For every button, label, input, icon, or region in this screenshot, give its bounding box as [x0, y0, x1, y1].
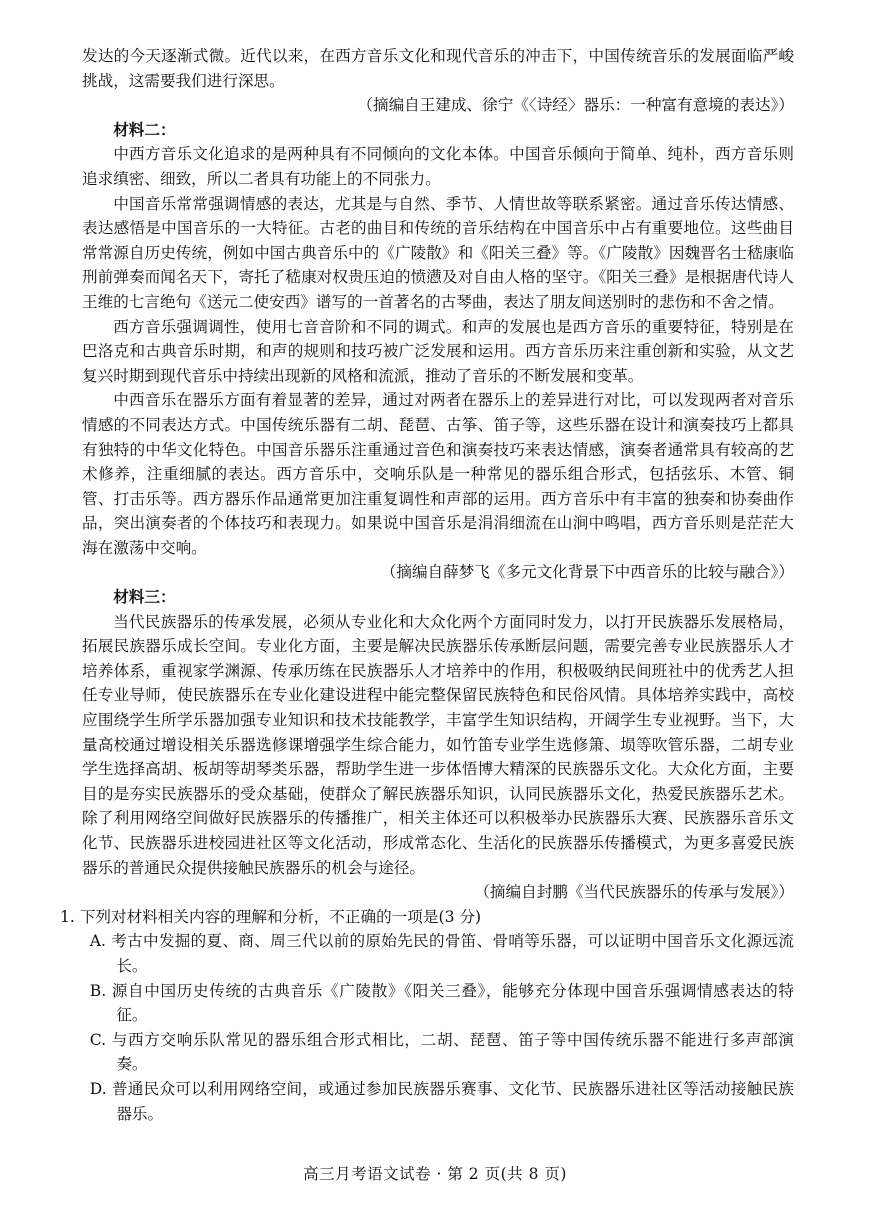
question-1-option-a: A. 考古中发掘的夏、商、周三代以前的原始先民的骨笛、骨哨等乐器，可以证明中国音乐文化源远流长。: [89, 932, 794, 975]
material-3-paragraph: 当代民族器乐的传承发展，必须从专业化和大众化两个方面同时发力，以打开民族器乐发展格局，拓展民族器乐成长空间。专业化方面，主要是解决民族器乐传承断层问题，需要完善专业民族器乐人才培养体系，重视家学渊源、传承历练在民族器乐人才培养中的作用，积极吸纳民间班社中的优秀艺人担任专业导师，使民族器乐在专业化建设进程中能完整保留民族特色和民俗风情。具体培养实践中，高校应围绕学生所学乐器加强专业知识和技术技能教学，丰富学生知识结构，开阔学生专业视野。当下，大量高校通过增设相关乐器选修课增强学生综合能力，如竹笛专业学生选修箫、埙等吹管乐器，二胡专业学生选择高胡、板胡等胡琴类乐器，帮助学生进一步体悟博大精深的民族器乐文化。大众化方面，主要目的是夯实民族器乐的受众基础，使群众了解民族器乐知识，认同民族器乐文化，热爱民族器乐艺术。除了利用网络空间做好民族器乐的传播推广，相关主体还可以积极举办民族器乐大赛、民族器乐音乐文化节、民族器乐进校园进社区等文化活动，形成常态化、生活化的民族器乐传播模式，为更多喜爱民族器乐的普通民众提供接触民族器乐的机会与途径。: [82, 612, 794, 877]
page-footer: 高三月考语文试卷 · 第 2 页(共 8 页): [303, 1165, 567, 1183]
continued-paragraph: 发达的今天逐渐式微。近代以来，在西方音乐文化和现代音乐的冲击下，中国传统音乐的发展面临严峻挑战，这需要我们进行深思。: [82, 47, 794, 90]
question-1-option-d: D. 普通民众可以利用网络空间，或通过参加民族器乐赛事、文化节、民族器乐进社区等活动接触民族器乐。: [89, 1079, 794, 1123]
question-1-option-b: B. 源自中国历史传统的古典音乐《广陵散》《阳关三叠》，能够充分体现中国音乐强调情感表达的特征。: [89, 981, 794, 1025]
material-3-heading: 材料三：: [113, 587, 176, 607]
material-2-paragraph: 中西方音乐文化追求的是两种具有不同倾向的文化本体。中国音乐倾向于简单、纯朴，西方音乐则追求缜密、细致，所以二者具有功能上的不同张力。: [82, 145, 794, 188]
question-1-option-c: C. 与西方交响乐队常见的器乐组合形式相比，二胡、琵琶、笛子等中国传统乐器不能进行多声部演奏。: [89, 1030, 794, 1074]
question-1-stem: 1. 下列对材料相关内容的理解和分析，不正确的一项是(3 分): [60, 907, 482, 926]
exam-page-body: [60, 44, 794, 1126]
material-2-heading: 材料二：: [113, 119, 176, 139]
source-citation-1: （摘编自王建成、徐宁《〈诗经〉器乐：一种富有意境的表达》）: [357, 96, 794, 115]
source-citation-2: （摘编自薛梦飞《多元文化背景下中西音乐的比较与融合》）: [380, 563, 794, 582]
material-2-paragraph: 中国音乐常常强调情感的表达，尤其是与自然、季节、人情世故等联系紧密。通过音乐传达情感、表达感悟是中国音乐的一大特征。古老的曲目和传统的音乐结构在中国音乐中占有重要地位。这些曲目常常源自历史传统，例如中国古典音乐中的《广陵散》和《阳关三叠》等。《广陵散》因魏晋名士嵇康临刑前弹奏而闻名天下，寄托了嵇康对权贵压迫的愤懑及对自由人格的坚守。《阳关三叠》是根据唐代诗人王维的七言绝句《送元二使安西》谱写的一首著名的古琴曲，表达了朋友间送别时的悲伤和不舍之情。: [82, 194, 794, 311]
material-2-paragraph: 中西音乐在器乐方面有着显著的差异，通过对两者在器乐上的差异进行对比，可以发现两者对音乐情感的不同表达方式。中国传统乐器有二胡、琵琶、古筝、笛子等，这些乐器在设计和演奏技巧上都具有独特的中华文化特色。中国音乐器乐注重通过音色和演奏技巧来表达情感，演奏者通常具有较高的艺术修养，注重细腻的表达。西方音乐中，交响乐队是一种常见的器乐组合形式，包括弦乐、木管、铜管、打击乐等。西方器乐作品通常更加注重复调性和声部的运用。西方音乐中有丰富的独奏和协奏曲作品，突出演奏者的个体技巧和表现力。如果说中国音乐是涓涓细流在山涧中鸣唱，西方音乐则是茫茫大海在激荡中交响。: [82, 391, 794, 557]
material-2-paragraph: 西方音乐强调调性，使用七音音阶和不同的调式。和声的发展也是西方音乐的重要特征，特别是在巴洛克和古典音乐时期，和声的规则和技巧被广泛发展和运用。西方音乐历来注重创新和实验，从文艺复兴时期到现代音乐中持续出现新的风格和流派，推动了音乐的不断发展和变革。: [82, 317, 794, 385]
source-citation-3: （摘编自封鹏《当代民族器乐的传承与发展》）: [474, 883, 794, 902]
